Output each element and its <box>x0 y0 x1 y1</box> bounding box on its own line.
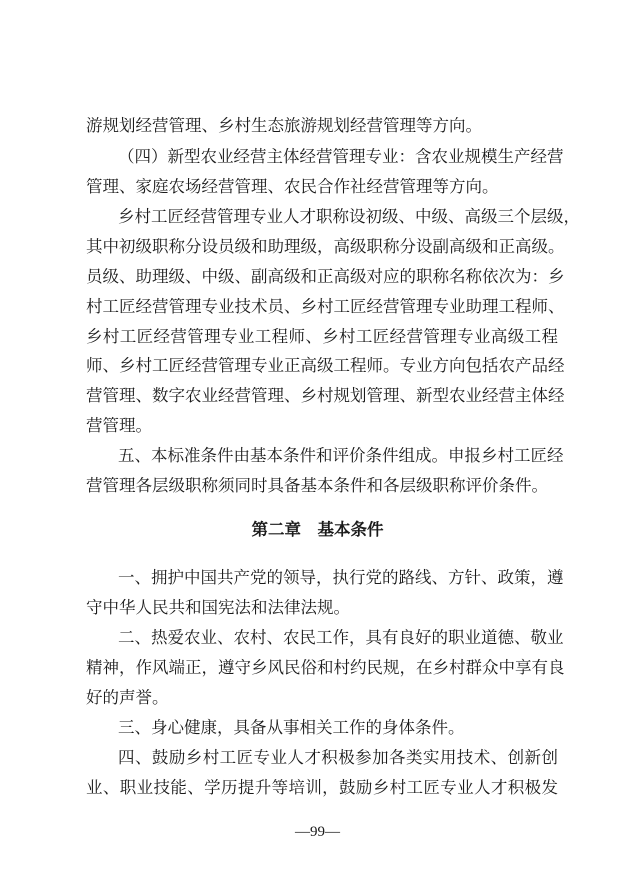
body-line: 乡村工匠经营管理专业工程师、乡村工匠经营管理专业高级工程 <box>86 327 558 346</box>
body-line: 五、本标准条件由基本条件和评价条件组成。申报乡村工匠经 <box>118 446 564 465</box>
body-line: 二、热爱农业、农村、农民工作，具有良好的职业道德、敬业 <box>118 628 564 647</box>
body-line: 员级、助理级、中级、副高级和正高级对应的职称名称依次为：乡 <box>86 267 565 286</box>
body-line: 营管理。 <box>86 416 152 435</box>
body-line: 好的声誉。 <box>86 688 169 707</box>
page-number: —99— <box>295 824 340 840</box>
body-line: 营管理、数字农业经营管理、乡村规划管理、新型农业经营主体经 <box>86 386 565 405</box>
body-line: 游规划经营管理、乡村生态旅游规划经营管理等方向。 <box>86 116 482 135</box>
body-line: 师、乡村工匠经营管理专业正高级工程师。专业方向包括农产品经 <box>86 356 565 375</box>
body-line: 营管理各层级职称须同时具备基本条件和各层级职称评价条件。 <box>86 476 548 495</box>
body-line: 一、拥护中国共产党的领导，执行党的路线、方针、政策，遵 <box>118 568 564 587</box>
body-line: 其中初级职称分设员级和助理级，高级职称分设副高级和正高级。 <box>86 237 565 256</box>
body-line: （四）新型农业经营主体经营管理专业：含农业规模生产经营 <box>118 147 564 166</box>
body-line: 精神，作风端正，遵守乡风民俗和村约民规，在乡村群众中享有良 <box>86 658 565 677</box>
body-line: 三、身心健康，具备从事相关工作的身体条件。 <box>118 718 465 737</box>
body-line: 守中华人民共和国宪法和法律法规。 <box>86 598 350 617</box>
body-line: 四、鼓励乡村工匠专业人才积极参加各类实用技术、创新创 <box>118 748 558 767</box>
body-line: 管理、家庭农场经营管理、农民合作社经营管理等方向。 <box>86 177 499 196</box>
chapter-heading: 第二章 基本条件 <box>251 520 384 539</box>
body-line: 村工匠经营管理专业技术员、乡村工匠经营管理专业助理工程师、 <box>86 297 565 316</box>
body-line: 业、职业技能、学历提升等培训，鼓励乡村工匠专业人才积极发 <box>86 778 558 797</box>
body-line: 乡村工匠经营管理专业人才职称设初级、中级、高级三个层级， <box>118 207 580 226</box>
